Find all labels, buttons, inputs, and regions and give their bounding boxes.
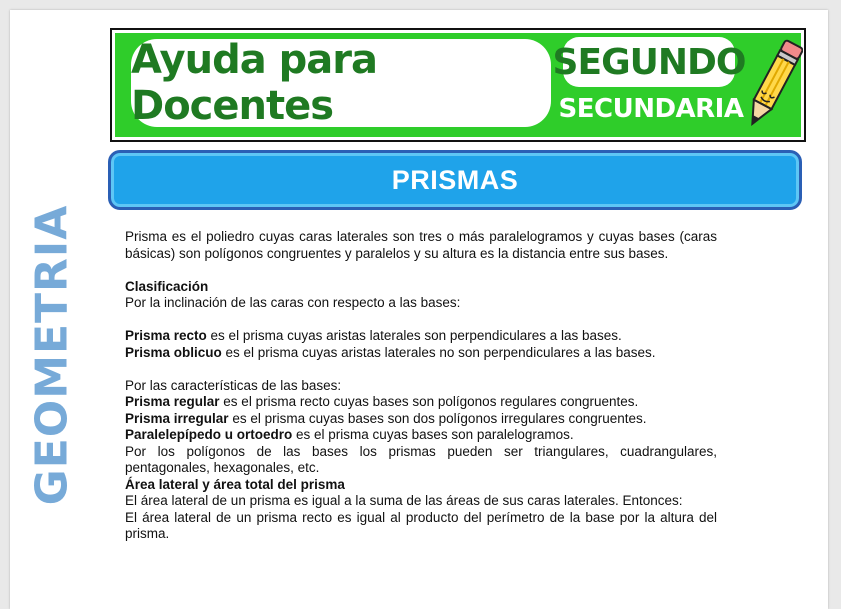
document-page [10,10,828,609]
document-content [125,229,717,543]
header-banner [110,28,806,142]
header-banner-background [115,33,801,137]
area-heading: Área lateral y área total del prisma [125,476,345,492]
definition-prisma-regular: Prisma regular es el prisma recto cuyas bases son polígonos regulares congruentes. [125,394,639,409]
poligonos-paragraph: Por los polígonos de las bases los prismas pueden ser triangulares, cuadrangulares, pentagonales, hexagonales, etc. [125,443,717,475]
area-recto-paragraph: El área lateral de un prisma recto es igual al producto del perímetro de la base por la altura del prisma. [125,509,717,541]
intro-paragraph: Prisma es el poliedro cuyas caras laterales son tres o más paralelogramos y cuyas bases (caras básicas) son polígonos congruentes y paralelos y su altura es la distancia entre sus bases. [125,229,717,261]
grade-label: SEGUNDO [563,37,735,87]
definition-prisma-recto: Prisma recto es el prisma cuyas aristas laterales son perpendiculares a las bases. [125,328,622,343]
pencil-icon [743,35,803,135]
bases-intro: Por las características de las bases: [125,377,342,393]
clasificacion-heading: Clasificación [125,278,209,294]
definition-prisma-irregular: Prisma irregular es el prisma cuyas bases son dos polígonos irregulares congruentes. [125,410,647,426]
section-title: PRISMAS [391,164,519,195]
section-banner [108,150,802,210]
area-lateral-paragraph: El área lateral de un prisma es igual a la suma de las áreas de sus caras laterales. Entonces: [125,493,683,508]
definition-paralelepipedo: Paralelepípedo u ortoedro es el prisma cuyas bases son paralelogramos. [125,427,574,442]
side-subject-label: GEOMETRIA [26,204,78,506]
site-title: Ayuda para Docentes [131,39,551,127]
clasificacion-text: Por la inclinación de las caras con respecto a las bases: [125,295,461,310]
level-label: SECUNDARIA [558,94,744,124]
definition-prisma-oblicuo: Prisma oblicuo es el prisma cuyas aristas laterales no son perpendiculares a las bases. [125,344,656,360]
